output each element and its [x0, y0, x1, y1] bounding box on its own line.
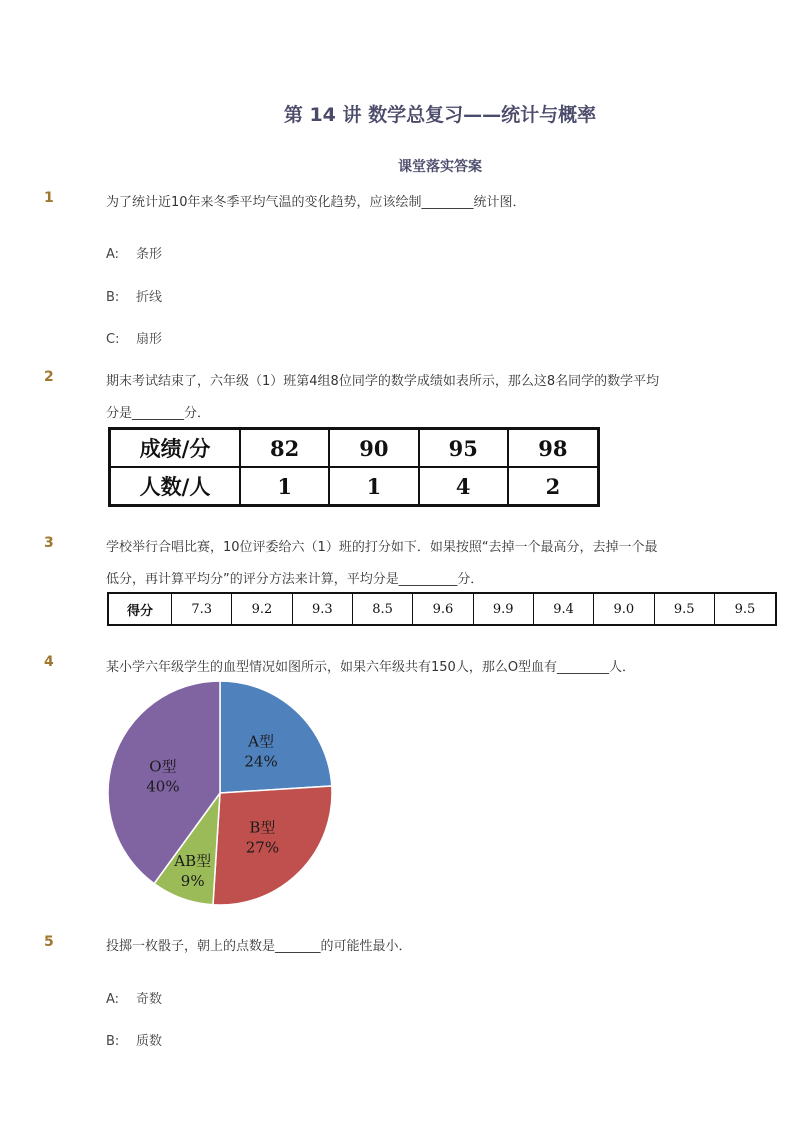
q1-option-b[interactable] — [106, 286, 162, 305]
option-key: B: — [106, 290, 120, 305]
pie-label-1: B型 — [249, 818, 276, 837]
option-key: B: — [106, 1034, 120, 1049]
option-text: 质数 — [136, 1034, 163, 1049]
q5-option-b[interactable] — [106, 1030, 162, 1049]
blood-type-pie-chart — [100, 675, 340, 915]
table-cell: 9.5 — [654, 593, 714, 625]
question-text-3-line2: 低分，再计算平均分”的评分方法来计算，平均分是_________分． — [106, 572, 484, 587]
page-title: 第 14 讲 数学总复习——统计与概率 — [283, 104, 597, 126]
question-number-2: 2 — [44, 369, 54, 385]
table-cell: 9.5 — [714, 593, 776, 625]
table-row — [110, 429, 599, 468]
table-cell: 8.5 — [352, 593, 412, 625]
table-cell: 9.9 — [473, 593, 533, 625]
pie-percent-1: 27% — [245, 838, 280, 857]
q1-option-a[interactable] — [106, 243, 162, 262]
pie-label-0: A型 — [248, 732, 274, 751]
q1-option-c[interactable] — [106, 328, 162, 347]
table-header-cell: 人数/人 — [110, 467, 241, 506]
option-text: 扇形 — [136, 332, 163, 347]
question-number-4: 4 — [44, 654, 54, 670]
table-cell: 9.4 — [533, 593, 593, 625]
pie-label-2: AB型 — [174, 851, 212, 870]
option-text: 奇数 — [136, 992, 163, 1007]
question-text-2-line1: 期末考试结束了，六年级（1）班第4组8位同学的数学成绩如表所示，那么这8名同学的数学平均 — [106, 374, 660, 389]
option-key: A: — [106, 992, 120, 1007]
question-text-1: 为了统计近10年来冬季平均气温的变化趋势，应该绘制________统计图． — [106, 195, 526, 210]
table-row — [110, 467, 599, 506]
table-cell: 98 — [508, 429, 599, 468]
option-text: 折线 — [136, 290, 163, 305]
option-key: A: — [106, 247, 120, 262]
question-text-4: 某小学六年级学生的血型情况如图所示，如果六年级共有150人，那么O型血有________人． — [106, 660, 636, 675]
table-cell: 2 — [508, 467, 599, 506]
question-number-1: 1 — [44, 190, 54, 206]
pie-percent-2: 9% — [180, 871, 205, 890]
table-cell: 9.3 — [292, 593, 352, 625]
question-number-3: 3 — [44, 535, 54, 551]
table-cell: 9.6 — [413, 593, 473, 625]
table-cell: 90 — [329, 429, 418, 468]
question-text-2-line2: 分是________分． — [106, 406, 211, 421]
pie-percent-3: 40% — [146, 777, 180, 796]
q5-option-a[interactable] — [106, 988, 162, 1007]
table-cell: 1 — [240, 467, 329, 506]
question-text-5: 投掷一枚骰子，朝上的点数是_______的可能性最小． — [106, 939, 412, 954]
judge-score-table — [107, 592, 777, 626]
table-cell: 7.3 — [172, 593, 232, 625]
question-text-3-line1: 学校举行合唱比赛，10位评委给六（1）班的打分如下．如果按照“去掉一个最高分，去掉一个最 — [106, 540, 658, 555]
table-cell: 1 — [329, 467, 418, 506]
pie-label-3: O型 — [149, 757, 177, 776]
option-text: 条形 — [136, 247, 163, 262]
table-cell: 95 — [419, 429, 508, 468]
table-cell: 82 — [240, 429, 329, 468]
page-subtitle: 课堂落实答案 — [398, 159, 482, 175]
table-cell: 4 — [419, 467, 508, 506]
table-row — [108, 593, 776, 625]
score-table — [108, 427, 600, 507]
option-key: C: — [106, 332, 120, 347]
table-cell: 9.0 — [594, 593, 654, 625]
table-header-cell: 得分 — [108, 593, 172, 625]
pie-percent-0: 24% — [244, 752, 278, 771]
table-header-cell: 成绩/分 — [110, 429, 241, 468]
pie-slice-0 — [220, 681, 332, 793]
table-cell: 9.2 — [232, 593, 292, 625]
question-number-5: 5 — [44, 934, 54, 950]
